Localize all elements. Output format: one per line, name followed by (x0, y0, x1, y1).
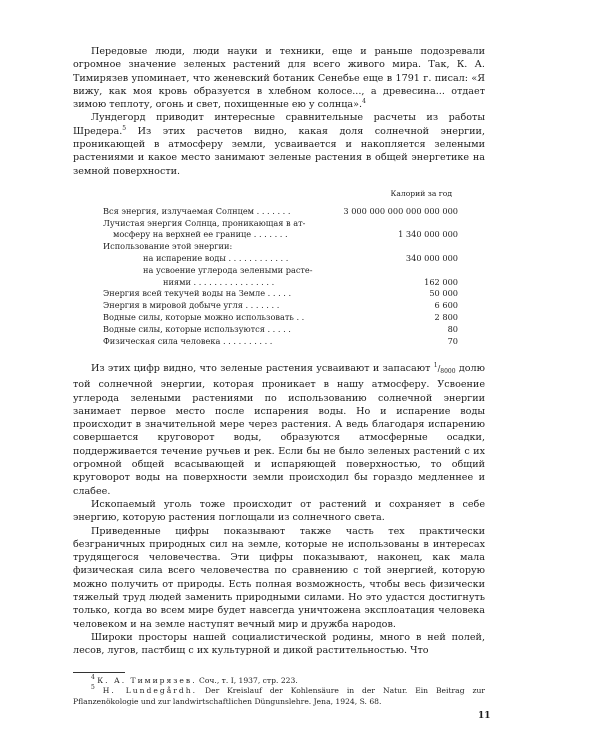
energy-table (103, 188, 458, 347)
footnote-4: $^4$ К. А. Тимирязев. Соч., т. I, 1937, стр. 223. (91, 674, 298, 685)
footnote-author: H. Lundegårdh. (102, 686, 198, 696)
page-number: 11 (478, 711, 491, 721)
footnotes (73, 676, 485, 707)
paragraph-timiryazev-quote: Передовые люди, люди науки и техники, еще и раньше подозревали огромное значение зеленых растений для всего живого мира. Так, К. А. Тимирязев упоминает, что женевский ботаник Сенебье еще в 1791 г. писал: «Я вижу, как моя кровь образуется в хлебном колосе..., а древесина... отдает зимою теплоту, огонь и свет, похищенные ею у солнца».$^4$ (73, 46, 485, 111)
table-row: ниями . . . . . . . . . . . . . . . . 162 000 (163, 276, 458, 287)
bottom-text-block (73, 362, 485, 658)
paragraph-coal: Ископаемый уголь тоже происходит от растений и сохраняет в себе энергию, которую растения поглощали из солнечного света. (73, 498, 485, 524)
table-row: Энергия всей текучей воды на Земле . . . . . 50 000 (103, 288, 458, 299)
footnote-author: К. А. Тимирязев. (97, 676, 197, 685)
table-column-header: Калорий за год (390, 189, 452, 198)
table-row: на усвоение углерода зелеными расте- (143, 264, 313, 275)
table-row: Вся энергия, излучаемая Солнцем . . . . . . . 3 000 000 000 000 000 000 (103, 205, 458, 216)
footnote-divider (73, 672, 125, 673)
footnote-ref-4[interactable]: 4 (362, 98, 366, 106)
footnote-ref-5[interactable]: 5 (122, 124, 127, 132)
table-row: Физическая сила человека . . . . . . . . . . 70 (103, 335, 458, 346)
table-row: Использование этой энергии: (103, 241, 233, 252)
table-row: мосферу на верхней ее границе . . . . . . . 1 340 000 000 (113, 229, 458, 240)
table-row: на испарение воды . . . . . . . . . . . . 340 000 000 (143, 252, 458, 263)
table-row: Лучистая энергия Солнца, проникающая в ат- (103, 217, 306, 228)
table-row: Энергия в мировой добыче угля . . . . . . . 6 600 (103, 300, 458, 311)
paragraph-motherland: Широки просторы нашей социалистической родины, много в ней полей, лесов, лугов, пастбищ с их культурной и дикой растительностью. Что (73, 631, 485, 657)
table-row: Водные силы, которые можно использовать . . 2 800 (103, 311, 458, 322)
fraction: $^1/_{8000}$ (433, 362, 456, 375)
footnote-5: $^5$ H. Lundegårdh. Der Kreislauf der Kohlensäure in der Natur. Ein Beitrag zur Pflanzenökologie und zur landwirtschaftlichen Düngunslehre. Jena, 1924, S. 68. (73, 684, 485, 706)
table-row: Водные силы, которые используются . . . . . 80 (103, 323, 458, 334)
paragraph-lundegardh: Лундегорд приводит интересные сравнительные расчеты из работы Шредера.$^5$ Из этих расчетов видно, какая доля солнечной энергии, проникающей в атмосферу земли, усваивается и накопляется зелеными растениями и какое место занимают зеленые растения в общей энергетике на земной поверхности. (73, 112, 485, 177)
paragraph-plants-absorb: Из этих цифр видно, что зеленые растения усваивают и запасают $^1/_{8000}$ долю той солнечной энергии, которая проникает в нашу атмосферу. Усвоение углерода зелеными растениями по использованию солнечной энергии занимает первое место после испарения воды. Но и испарение воды происходит в значительной мере через растения. А ведь благодаря испарению совершается круговорот воды, образуются атмосферные осадки, поддерживается течение ручьев и рек. Если бы не было зеленых растений с их огромной общей всасывающей и испаряющей поверхностью, то общий круговорот воды на поверхности земли происходил бы гораздо медленнее и слабее. (73, 362, 485, 497)
paragraph-natural-forces: Приведенные цифры показывают также часть тех практически безграничных природных сил на земле, которые не использованы в интересах трудящегося человечества. Эти цифры показывают, наконец, как мала физическая сила всего человечества по сравнению с той энергией, которую можно получить от природы. Есть полная возможность, чтобы весь физически тяжелый труд людей заменить природными силами. Но это удастся достигнуть только, когда во всем мире будет навсегда уничтожена эксплоатация человека человеком и на земле наступят вечный мир и дружба народов. (73, 525, 485, 630)
top-text-block (73, 45, 485, 178)
